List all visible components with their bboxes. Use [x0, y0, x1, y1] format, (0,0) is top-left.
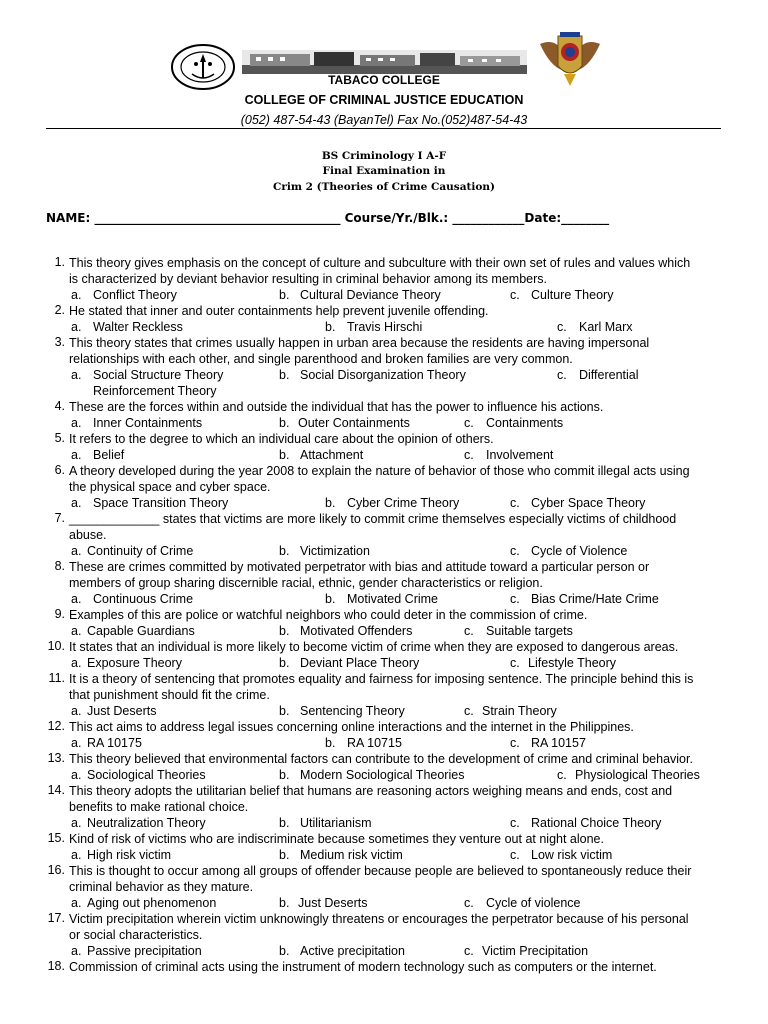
option-letter: a. — [71, 704, 82, 718]
option-letter: a. — [71, 288, 82, 302]
option-text: Continuity of Crime — [87, 544, 194, 558]
option-letter: a. — [71, 768, 82, 782]
question-number: 11. — [48, 671, 65, 685]
option-letter: c. — [464, 416, 474, 430]
option-text: Social Structure Theory — [93, 368, 224, 382]
option-letter: b. — [279, 944, 290, 958]
question-text: Victim precipitation wherein victim unknowingly threatens or encourages the perpetrator because of his personal — [69, 912, 689, 926]
exam-course-line: BS Criminology I A-F — [321, 150, 447, 162]
option-letter: b. — [325, 496, 336, 510]
option-letter: b. — [279, 848, 290, 862]
question-text: is characterized by deviant behavior resulting in criminal behavior among its members. — [69, 272, 547, 286]
option-letter: a. — [71, 848, 82, 862]
option-text: Karl Marx — [579, 320, 633, 334]
option-text: Medium risk victim — [300, 848, 403, 862]
question-number: 1. — [54, 255, 65, 269]
question-number: 7. — [54, 511, 65, 525]
option-letter: a. — [71, 592, 82, 606]
option-text: Physiological Theories — [575, 768, 700, 782]
option-letter: b. — [279, 768, 290, 782]
option-letter: a. — [71, 448, 82, 462]
question-text: He stated that inner and outer containments help prevent juvenile offending. — [69, 304, 489, 318]
question-text: It states that an individual is more likely to become victim of crime when they are exposed to dangerous areas. — [69, 640, 679, 654]
option-text: Cycle of Violence — [531, 544, 628, 558]
option-letter: c. — [557, 768, 567, 782]
option-text: Social Disorganization Theory — [300, 368, 466, 382]
option-text: Aging out phenomenon — [87, 896, 217, 910]
option-text: RA 10175 — [87, 736, 142, 750]
option-text: Conflict Theory — [93, 288, 177, 302]
option-letter: a. — [71, 320, 82, 334]
college-building-banner — [242, 50, 527, 74]
question-text: relationships with each other, and single parenthood and broken families are very common. — [69, 352, 573, 366]
option-letter: b. — [279, 816, 290, 830]
question-text: This is thought to occur among all groups of offender because people are believed to spontaneously reduce their — [69, 864, 692, 878]
question-text: Kind of risk of victims who are indiscriminate because sometimes they venture out at night alone. — [69, 832, 604, 846]
question-text: that punishment should fit the crime. — [69, 688, 270, 702]
option-letter: a. — [71, 656, 82, 670]
option-text: Exposure Theory — [87, 656, 182, 670]
option-letter: c. — [464, 944, 474, 958]
question-text: These are crimes committed by motivated perpetrator with bias and attitude toward a particular person or — [69, 560, 650, 574]
option-letter: b. — [279, 704, 290, 718]
option-text: Inner Containments — [93, 416, 203, 430]
option-text: Just Deserts — [87, 704, 157, 718]
question-text: the physical space and cyber space. — [69, 480, 271, 494]
option-text: Outer Containments — [298, 416, 410, 430]
question-number: 2. — [54, 303, 65, 317]
option-text: Culture Theory — [531, 288, 614, 302]
option-text: Sociological Theories — [87, 768, 206, 782]
option-letter: a. — [71, 496, 82, 510]
option-text: Cultural Deviance Theory — [300, 288, 441, 302]
option-text: Walter Reckless — [93, 320, 183, 334]
option-text: Active precipitation — [300, 944, 405, 958]
contact-info: (052) 487-54-43 (BayanTel) Fax No.(052)487-54-43 — [240, 113, 528, 127]
option-letter: b. — [279, 416, 290, 430]
option-letter: c. — [464, 896, 474, 910]
department-name: COLLEGE OF CRIMINAL JUSTICE EDUCATION — [244, 93, 524, 107]
question-number: 10. — [47, 639, 65, 653]
option-letter: b. — [279, 896, 290, 910]
option-letter: c. — [510, 496, 520, 510]
question-text: criminal behavior as they mature. — [69, 880, 254, 894]
question-number: 8. — [54, 559, 65, 573]
option-text: Differential — [579, 368, 639, 382]
option-text: Attachment — [300, 448, 364, 462]
option-text: Low risk victim — [531, 848, 613, 862]
option-letter: c. — [510, 288, 520, 302]
option-text: Involvement — [486, 448, 554, 462]
option-text: Continuous Crime — [93, 592, 194, 606]
question-text: A theory developed during the year 2008 to explain the nature of behavior of those who commit illegal acts using — [69, 464, 690, 478]
question-number: 13. — [47, 751, 65, 765]
option-text: Deviant Place Theory — [300, 656, 420, 670]
option-letter: b. — [279, 544, 290, 558]
question-text: Commission of criminal acts using the instrument of modern technology such as computers or the internet. — [69, 960, 657, 974]
question-number: 9. — [54, 607, 65, 621]
option-letter: a. — [71, 816, 82, 830]
question-text: It is a theory of sentencing that promotes equality and fairness for imposing sentence. The principle behind this is — [69, 672, 694, 686]
option-letter: c. — [557, 320, 567, 334]
option-text: Cyber Crime Theory — [347, 496, 460, 510]
option-text: Just Deserts — [298, 896, 368, 910]
option-letter: a. — [71, 896, 82, 910]
question-number: 16. — [47, 863, 65, 877]
option-text: Utilitarianism — [300, 816, 372, 830]
option-letter: b. — [325, 320, 336, 334]
option-text: Containments — [486, 416, 564, 430]
question-number: 18. — [47, 959, 65, 973]
question-text: This act aims to address legal issues concerning online interactions and the internet in the Philippines. — [69, 720, 634, 734]
option-letter: b. — [325, 736, 336, 750]
option-letter: b. — [279, 656, 290, 670]
option-text: Strain Theory — [482, 704, 557, 718]
option-text: Motivated Offenders — [300, 624, 413, 638]
option-letter: a. — [71, 944, 82, 958]
question-text: This theory gives emphasis on the concept of culture and subculture with their own set of rules and values which — [69, 256, 691, 270]
option-letter: c. — [464, 624, 474, 638]
option-text: Belief — [93, 448, 125, 462]
question-number: 5. — [54, 431, 65, 445]
option-letter: a. — [71, 624, 82, 638]
student-info-row: NAME: _________________________________________ Course/Yr./Blk.: ____________Date:________ — [46, 211, 610, 225]
question-text: This theory states that crimes usually happen in urban area because the residents are having impersonal — [69, 336, 650, 350]
exam-subject-line: Crim 2 (Theories of Crime Causation) — [273, 181, 495, 193]
option-text: Lifestyle Theory — [528, 656, 617, 670]
option-text: Travis Hirschi — [347, 320, 423, 334]
option-letter: c. — [510, 736, 520, 750]
option-letter: c. — [510, 656, 520, 670]
option-text: RA 10715 — [347, 736, 402, 750]
option-letter: c. — [510, 592, 520, 606]
question-text: members of group sharing discernible racial, ethnic, gender characteristics or religion. — [69, 576, 543, 590]
college-name: TABACO COLLEGE — [328, 73, 440, 87]
option-text: Suitable targets — [486, 624, 573, 638]
option-text: Space Transition Theory — [93, 496, 229, 510]
option-letter: c. — [557, 368, 567, 382]
option-text: High risk victim — [87, 848, 172, 862]
option-text: Cycle of violence — [486, 896, 581, 910]
option-letter: c. — [464, 448, 474, 462]
question-text: abuse. — [69, 528, 107, 542]
option-letter: a. — [71, 544, 82, 558]
header-divider — [46, 128, 721, 129]
question-text: benefits to make rational choice. — [69, 800, 249, 814]
option-text: Sentencing Theory — [300, 704, 405, 718]
option-text: Bias Crime/Hate Crime — [531, 592, 659, 606]
option-text-continued: Reinforcement Theory — [93, 384, 217, 398]
option-text: Victimization — [300, 544, 370, 558]
question-number: 14. — [47, 783, 65, 797]
option-text: Rational Choice Theory — [531, 816, 662, 830]
option-text: Motivated Crime — [347, 592, 438, 606]
option-letter: c. — [464, 704, 474, 718]
option-text: Modern Sociological Theories — [300, 768, 465, 782]
option-text: Neutralization Theory — [87, 816, 206, 830]
question-text: This theory believed that environmental factors can contribute to the development of crime and criminal behavior. — [69, 752, 693, 766]
option-letter: c. — [510, 544, 520, 558]
question-number: 12. — [47, 719, 65, 733]
exam-title-line: Final Examination in — [322, 165, 446, 177]
option-letter: b. — [279, 448, 290, 462]
option-text: RA 10157 — [531, 736, 586, 750]
option-text: Victim Precipitation — [482, 944, 589, 958]
option-text: Cyber Space Theory — [531, 496, 646, 510]
question-number: 17. — [47, 911, 65, 925]
option-letter: b. — [279, 624, 290, 638]
option-letter: c. — [510, 816, 520, 830]
option-letter: b. — [279, 288, 290, 302]
option-letter: b. — [325, 592, 336, 606]
question-text: These are the forces within and outside the individual that has the power to influence his actions. — [69, 400, 604, 414]
question-text: This theory adopts the utilitarian belief that humans are reasoning actors weighing means and ends, cost and — [69, 784, 673, 798]
question-number: 4. — [54, 399, 65, 413]
question-text: It refers to the degree to which an individual care about the opinion of others. — [69, 432, 494, 446]
option-letter: a. — [71, 736, 82, 750]
option-letter: a. — [71, 416, 82, 430]
question-text: Examples of this are police or watchful neighbors who could deter in the commission of crime. — [69, 608, 588, 622]
option-letter: a. — [71, 368, 82, 382]
option-letter: c. — [510, 848, 520, 862]
question-text: or social characteristics. — [69, 928, 203, 942]
question-number: 6. — [54, 463, 65, 477]
option-text: Capable Guardians — [87, 624, 195, 638]
question-number: 15. — [47, 831, 65, 845]
question-text: _____________ states that victims are more likely to commit crime themselves especially victims of childhood — [69, 512, 677, 526]
question-number: 3. — [54, 335, 65, 349]
option-letter: b. — [279, 368, 290, 382]
option-text: Passive precipitation — [87, 944, 202, 958]
